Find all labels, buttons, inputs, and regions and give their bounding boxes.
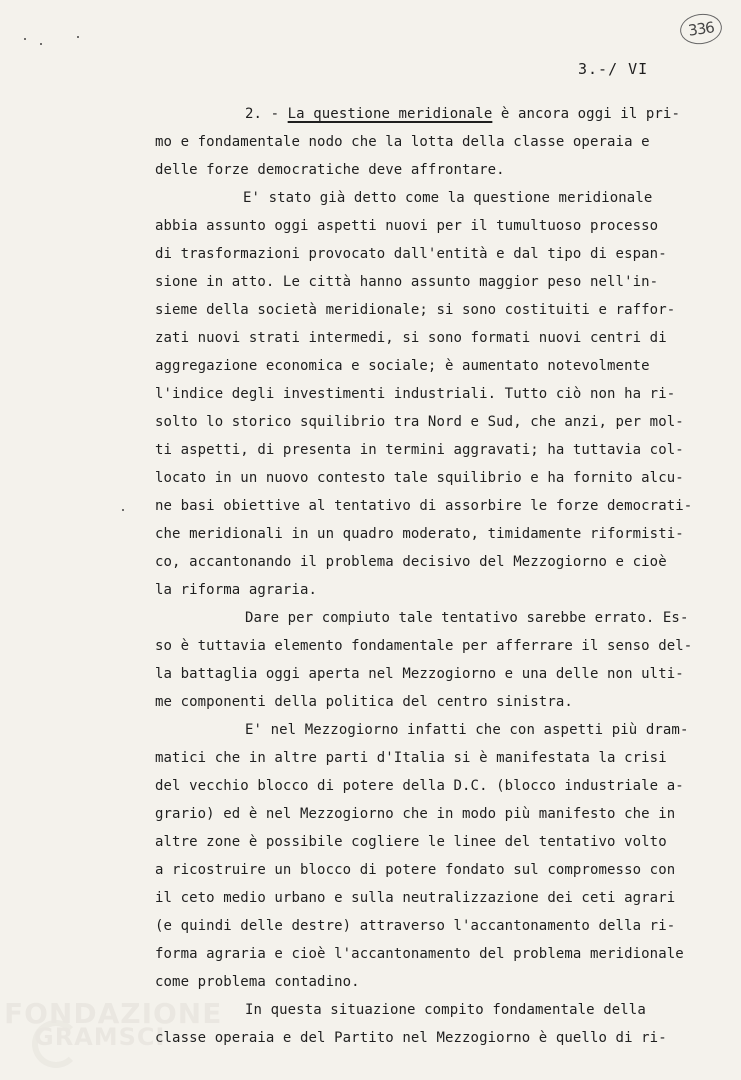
archive-watermark-logo bbox=[4, 995, 223, 1075]
paragraph-2-line-1: E' stato già detto come la questione meridionale bbox=[243, 190, 653, 206]
paragraph-4-line-4: grario) ed è nel Mezzogiorno che in modo più manifesto che in bbox=[155, 806, 676, 822]
paragraph-5-line-2: classe operaia e del Partito nel Mezzogiorno è quello di ri- bbox=[155, 1030, 667, 1046]
paragraph-2-line-14: co, accantonando il problema decisivo del Mezzogiorno e cioè bbox=[155, 554, 667, 570]
paragraph-2-line-2: abbia assunto oggi aspetti nuovi per il tumultuoso processo bbox=[155, 218, 659, 234]
section-number: 2. - bbox=[245, 106, 288, 122]
paragraph-2-line-6: zati nuovi strati intermedi, si sono formati nuovi centri di bbox=[155, 330, 667, 346]
paragraph-4-line-7: il ceto medio urbano e sulla neutralizzazione dei ceti agrari bbox=[155, 890, 676, 906]
paragraph-2-line-12: ne basi obiettive al tentativo di assorbire le forze democrati- bbox=[155, 498, 693, 514]
paragraph-1-line-2: mo e fondamentale nodo che la lotta della classe operaia e bbox=[155, 134, 650, 150]
stamp-number: 336 bbox=[687, 18, 715, 40]
paragraph-2-line-5: sieme della società meridionale; si sono costituiti e raffor- bbox=[155, 302, 676, 318]
archive-stamp bbox=[678, 11, 724, 47]
watermark-top-word: FONDAZIONE bbox=[4, 997, 223, 1030]
paragraph-1-line-1 bbox=[245, 105, 680, 123]
paragraph-4-line-2: matici che in altre parti d'Italia si è manifestata la crisi bbox=[155, 750, 667, 766]
paragraph-2-line-15: la riforma agraria. bbox=[155, 582, 318, 598]
paragraph-2-line-9: solto lo storico squilibrio tra Nord e Sud, che anzi, per mol- bbox=[155, 414, 684, 430]
paragraph-5-line-1: In questa situazione compito fondamentale della bbox=[245, 1002, 646, 1018]
paper-speck bbox=[77, 36, 79, 38]
section-title: La questione meridionale bbox=[287, 106, 493, 122]
paragraph-4-line-8: (e quindi delle destre) attraverso l'accantonamento della ri- bbox=[155, 918, 676, 934]
page-number: 3.-/ VI bbox=[578, 60, 649, 78]
paper-speck bbox=[24, 38, 26, 40]
paragraph-3-line-4: me componenti della politica del centro sinistra. bbox=[155, 694, 573, 710]
paragraph-4-line-3: del vecchio blocco di potere della D.C. (blocco industriale a- bbox=[155, 778, 684, 794]
paper-speck bbox=[122, 509, 124, 511]
paper-speck bbox=[40, 43, 42, 45]
paragraph-2-line-7: aggregazione economica e sociale; è aumentato notevolmente bbox=[155, 358, 650, 374]
paragraph-2-line-8: l'indice degli investimenti industriali. Tutto ciò non ha ri- bbox=[155, 386, 676, 402]
watermark-bottom-word: GRAMSCI bbox=[34, 1023, 166, 1051]
paragraph-2-line-3: di trasformazioni provocato dall'entità e dal tipo di espan- bbox=[155, 246, 667, 262]
paragraph-2-line-11: locato in un nuovo contesto tale squilibrio e ha fornito alcu- bbox=[155, 470, 684, 486]
paragraph-4-line-10: come problema contadino. bbox=[155, 974, 360, 990]
paragraph-3-line-3: la battaglia oggi aperta nel Mezzogiorno e una delle non ulti- bbox=[155, 666, 684, 682]
paragraph-4-line-1: E' nel Mezzogiorno infatti che con aspetti più dram- bbox=[245, 722, 689, 738]
paragraph-4-line-6: a ricostruire un blocco di potere fondato sul compromesso con bbox=[155, 862, 676, 878]
paragraph-1-line-1-rest: è ancora oggi il pri- bbox=[492, 106, 680, 122]
paragraph-4-line-5: altre zone è possibile cogliere le linee del tentativo volto bbox=[155, 834, 667, 850]
paragraph-3-line-2: so è tuttavia elemento fondamentale per afferrare il senso del- bbox=[155, 638, 693, 654]
paragraph-2-line-10: ti aspetti, di presenta in termini aggravati; ha tuttavia col- bbox=[155, 442, 684, 458]
paragraph-3-line-1: Dare per compiuto tale tentativo sarebbe errato. Es- bbox=[245, 610, 689, 626]
paragraph-2-line-13: che meridionali in un quadro moderato, timidamente riformisti- bbox=[155, 526, 684, 542]
paragraph-1-line-3: delle forze democratiche deve affrontare. bbox=[155, 162, 505, 178]
paragraph-2-line-4: sione in atto. Le città hanno assunto maggior peso nell'in- bbox=[155, 274, 659, 290]
paragraph-4-line-9: forma agraria e cioè l'accantonamento del problema meridionale bbox=[155, 946, 684, 962]
